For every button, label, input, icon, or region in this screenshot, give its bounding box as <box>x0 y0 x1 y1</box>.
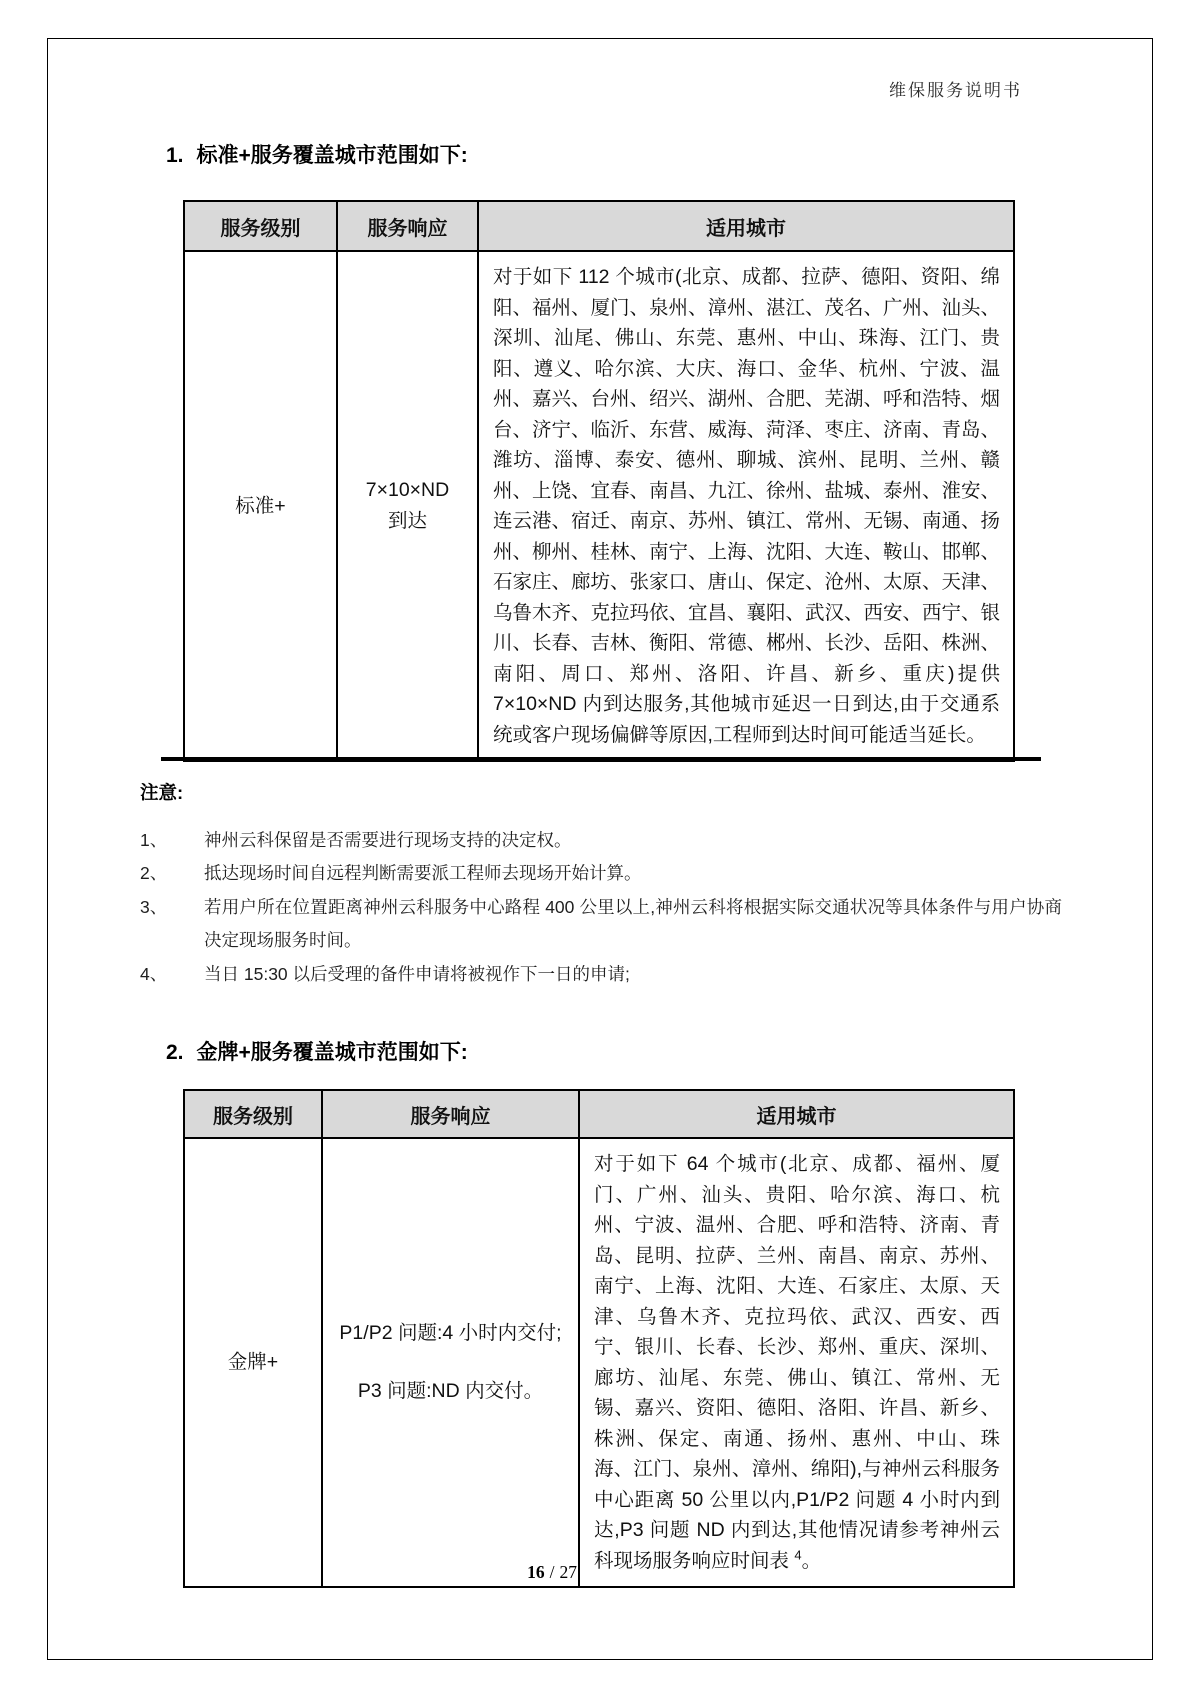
note-number: 2、 <box>140 863 168 884</box>
note-text: 抵达现场时间自远程判断需要派工程师去现场开始计算。 <box>204 863 642 884</box>
section1-number: 1. <box>166 144 184 167</box>
table1-service-level-cell: 标准+ <box>184 251 337 761</box>
section2-title <box>166 1036 468 1066</box>
service-response-paragraph: P1/P2 问题:4 小时内交付; <box>339 1322 562 1344</box>
table1-col-header-service-level: 服务级别 <box>184 201 337 251</box>
current-page-number: 16 <box>527 1562 545 1582</box>
note-item <box>140 824 1062 857</box>
horizontal-divider <box>161 757 1041 761</box>
table2-service-response-cell <box>322 1138 579 1587</box>
note-item <box>140 891 1062 958</box>
page-footer <box>0 1562 1104 1583</box>
note-text: 若用户所在位置距离神州云科服务中心路程 400 公里以上,神州云科将根据实际交通状况等具体条件与用户协商决定现场服务时间。 <box>204 896 1062 951</box>
total-page-count: 27 <box>559 1562 577 1582</box>
table1-header-row <box>184 201 1014 251</box>
note-number: 4、 <box>140 963 168 984</box>
note-number: 3、 <box>140 896 168 917</box>
service-response-line: 到达 <box>387 510 427 532</box>
notes-section <box>140 779 1062 991</box>
note-text: 当日 15:30 以后受理的备件申请将被视作下一日的申请; <box>204 963 630 984</box>
notes-heading: 注意: <box>140 782 184 803</box>
table2-col-header-service-level: 服务级别 <box>184 1090 322 1138</box>
table2-col-header-service-response: 服务响应 <box>322 1090 579 1138</box>
note-text: 神州云科保留是否需要进行现场支持的决定权。 <box>204 830 572 850</box>
table2-col-header-applicable-cities: 适用城市 <box>579 1090 1014 1138</box>
section2-number: 2. <box>166 1041 184 1064</box>
table1-col-header-service-response: 服务响应 <box>337 201 478 251</box>
section1-title <box>166 139 468 169</box>
section2-title-text: 金牌+服务覆盖城市范围如下: <box>196 1041 468 1064</box>
table2-cities-cell <box>579 1138 1014 1587</box>
footnote-reference: 4 <box>794 1547 802 1562</box>
table1-cities-cell: 对于如下 112 个城市(北京、成都、拉萨、德阳、资阳、绵阳、福州、厦门、泉州、漳州、湛江、茂名、广州、汕头、深圳、汕尾、佛山、东莞、惠州、中山、珠海、江门、贵阳、遵义、哈尔滨、大庆、海口、金华、杭州、宁波、温州、嘉兴、台州、绍兴、湖州、合肥、芜湖、呼和浩特、烟台、济宁、临沂、东营、威海、菏泽、枣庄、济南、青岛、潍坊、淄博、泰安、德州、聊城、滨州、昆明、兰州、赣州、上饶、宜春、南昌、九江、徐州、盐城、泰州、淮安、连云港、宿迁、南京、苏州、镇江、常州、无锡、南通、扬州、柳州、桂林、南宁、上海、沈阳、大连、鞍山、邯郸、石家庄、廊坊、张家口、唐山、保定、沧州、太原、天津、乌鲁木齐、克拉玛依、宜昌、襄阳、武汉、西安、西宁、银川、长春、吉林、衡阳、常德、郴州、长沙、岳阳、株洲、南阳、周口、郑州、洛阳、许昌、新乡、重庆)提供 7×10×ND 内到达服务,其他城市延迟一日到达,由于交通系统或客户现场偏僻等原因,工程师到达时间可能适当延长。 <box>478 251 1014 761</box>
service-response-line: 7×10×ND <box>365 479 450 501</box>
document-header-title: 维保服务说明书 <box>889 81 1022 100</box>
page-separator: / <box>549 1562 555 1582</box>
table1-service-response-cell <box>337 251 478 761</box>
standard-plus-service-table <box>183 200 1015 762</box>
note-item <box>140 958 1062 991</box>
service-response-paragraph: P3 问题:ND 内交付。 <box>357 1380 544 1402</box>
cities-text: 对于如下 64 个城市(北京、成都、福州、厦门、广州、汕头、贵阳、哈尔滨、海口、杭州、宁波、温州、合肥、呼和浩特、济南、青岛、昆明、拉萨、兰州、南昌、南京、苏州、南宁、上海、沈阳、大连、石家庄、太原、天津、乌鲁木齐、克拉玛依、武汉、西安、西宁、银川、长春、长沙、郑州、重庆、深圳、廊坊、汕尾、东莞、佛山、镇江、常州、无锡、嘉兴、资阳、德阳、洛阳、许昌、新乡、株洲、保定、南通、扬州、惠州、中山、珠海、江门、泉州、漳州、绵阳),与神州云科服务中心距离 50 公里以内,P1/P2 问题 4 小时内到达,P3 问题 ND 内到达,其他情况请参考神州云科现场服务响应时间表 <box>594 1153 1000 1572</box>
table1-data-row <box>184 251 1014 761</box>
note-number: 1、 <box>140 830 168 850</box>
note-item <box>140 857 1062 890</box>
gold-plus-service-table <box>183 1089 1015 1588</box>
sentence-period: 。 <box>801 1549 822 1572</box>
table2-service-level-cell: 金牌+ <box>184 1138 322 1587</box>
table2-data-row <box>184 1138 1014 1587</box>
table1-col-header-applicable-cities: 适用城市 <box>478 201 1014 251</box>
table2-header-row <box>184 1090 1014 1138</box>
section1-title-text: 标准+服务覆盖城市范围如下: <box>196 144 468 167</box>
